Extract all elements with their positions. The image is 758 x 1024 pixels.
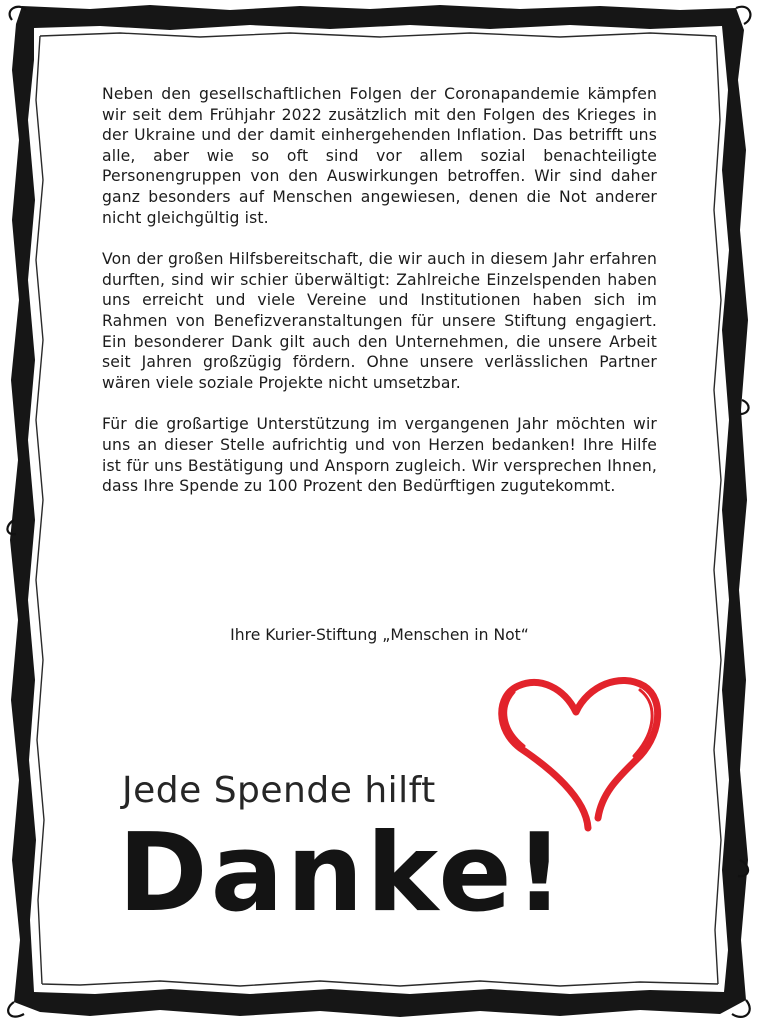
letter-paragraph-2: Von der großen Hilfsbereitschaft, die wir auch in diesem Jahr erfahren durften, sind wir schier überwältigt: Zahlreiche Einzelspenden haben uns erreicht und viele Vereine und Institutionen haben sich im Rahmen von Benefizveranstaltungen für unsere Stiftung engagiert. Ein besonderer Dank gilt auch den Unternehmen, die unsere Arbeit seit Jahren großzügig fördern. Ohne unsere verlässlichen Partner wären viele soziale Projekte nicht umsetzbar. xyxy=(102,250,657,392)
letter-paragraph-1: Neben den gesellschaftlichen Folgen der Coronapandemie kämpfen wir seit dem Frühjahr 2022 zusätzlich mit den Folgen des Krieges in der Ukraine und der damit einhergehenden Inflation. Das betrifft uns alle, aber wie so oft sind vor allem sozial benachteiligte Personengruppen von den Auswirkungen betroffen. Wir sind daher ganz besonders auf Menschen angewiesen, denen die Not anderer nicht gleichgültig ist. xyxy=(102,85,657,227)
letter-paragraph-3: Für die großartige Unterstützung im vergangenen Jahr möchten wir uns an dieser Stelle aufrichtig und von Herzen bedanken! Ihre Hilfe ist für uns Bestätigung und Ansporn zugleich. Wir versprechen Ihnen, dass Ihre Spende zu 100 Prozent den Bedürftigen zugutekommt. xyxy=(102,415,657,496)
letter-body xyxy=(102,84,657,518)
signature: Ihre Kurier-Stiftung „Menschen in Not“ xyxy=(230,626,529,644)
danke-headline: Danke! xyxy=(118,811,567,936)
slogan-text: Jede Spende hilft xyxy=(122,770,436,811)
